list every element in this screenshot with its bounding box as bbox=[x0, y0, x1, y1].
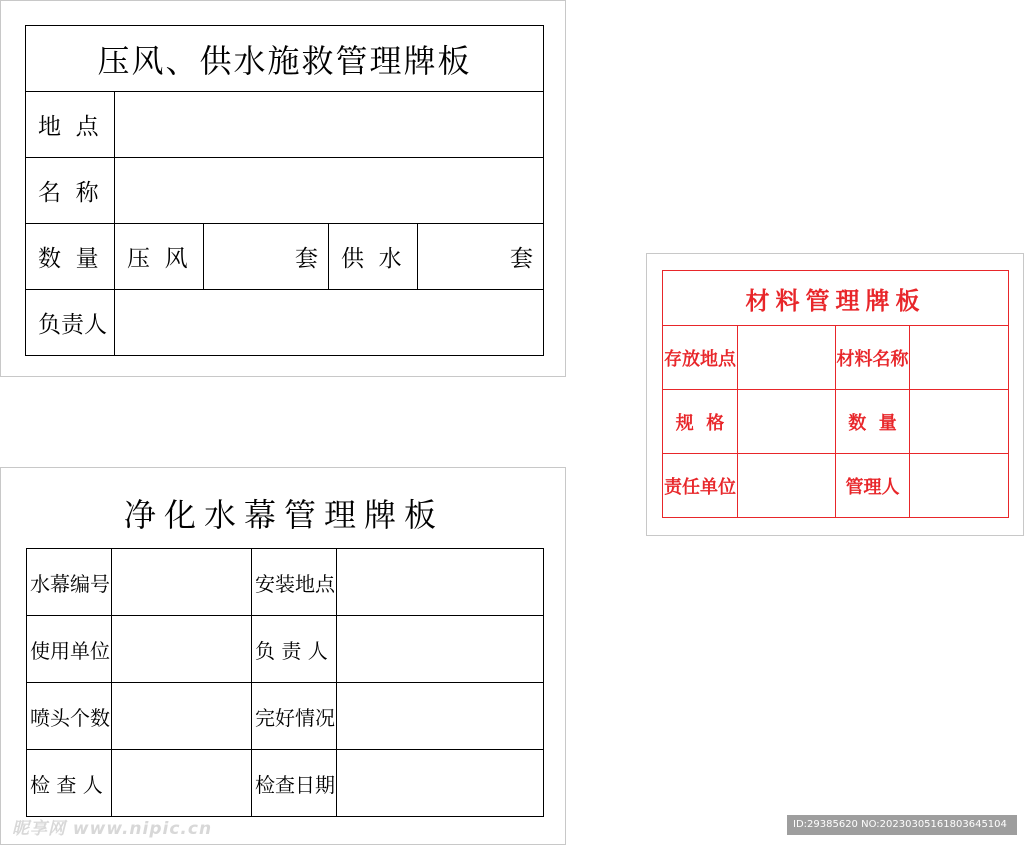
board-title: 压风、供水施救管理牌板 bbox=[26, 26, 544, 92]
material-board bbox=[646, 253, 1024, 536]
water-curtain-board bbox=[0, 467, 566, 845]
row-right-label: 数 量 bbox=[836, 390, 910, 454]
row-right-value bbox=[337, 683, 544, 750]
row-right-label: 负 责 人 bbox=[252, 616, 337, 683]
row-left-value bbox=[112, 750, 252, 817]
name-label: 名 称 bbox=[26, 158, 115, 224]
row-right-value bbox=[337, 750, 544, 817]
row-right-label: 检查日期 bbox=[252, 750, 337, 817]
water-supply-unit: 套 bbox=[418, 224, 544, 290]
board-title: 净化水幕管理牌板 bbox=[123, 496, 444, 534]
air-water-rescue-table bbox=[25, 25, 544, 356]
row-right-label: 安装地点 bbox=[252, 549, 337, 616]
row-right-value bbox=[337, 616, 544, 683]
row-left-value bbox=[112, 549, 252, 616]
air-water-rescue-board bbox=[0, 0, 566, 377]
table-row bbox=[27, 616, 544, 683]
row-left-label: 责任单位 bbox=[663, 454, 738, 518]
quantity-label: 数 量 bbox=[26, 224, 115, 290]
responsible-label: 负责人 bbox=[26, 290, 115, 356]
location-value bbox=[115, 92, 544, 158]
row-left-label: 喷头个数 bbox=[27, 683, 112, 750]
row-left-label: 使用单位 bbox=[27, 616, 112, 683]
row-left-value bbox=[738, 390, 836, 454]
row-right-value bbox=[910, 326, 1009, 390]
image-id-bar: ID:29385620 NO:20230305161803645104 bbox=[787, 815, 1017, 835]
row-left-value bbox=[738, 326, 836, 390]
row-right-label: 材料名称 bbox=[836, 326, 910, 390]
row-left-value bbox=[112, 616, 252, 683]
responsible-value bbox=[115, 290, 544, 356]
row-left-value bbox=[738, 454, 836, 518]
row-left-value bbox=[112, 683, 252, 750]
row-left-label: 检 查 人 bbox=[27, 750, 112, 817]
table-row bbox=[27, 549, 544, 616]
compressed-air-label: 压 风 bbox=[115, 224, 204, 290]
row-right-value bbox=[337, 549, 544, 616]
board-title: 材料管理牌板 bbox=[663, 271, 1009, 326]
row-left-label: 水幕编号 bbox=[27, 549, 112, 616]
location-label: 地 点 bbox=[26, 92, 115, 158]
table-row bbox=[27, 683, 544, 750]
table-row bbox=[27, 750, 544, 817]
row-right-value bbox=[910, 390, 1009, 454]
row-right-label: 完好情况 bbox=[252, 683, 337, 750]
row-left-label: 规 格 bbox=[663, 390, 738, 454]
name-value bbox=[115, 158, 544, 224]
water-supply-label: 供 水 bbox=[329, 224, 418, 290]
table-row bbox=[663, 390, 1009, 454]
compressed-air-unit: 套 bbox=[204, 224, 329, 290]
table-row bbox=[663, 454, 1009, 518]
row-left-label: 存放地点 bbox=[663, 326, 738, 390]
water-curtain-table bbox=[26, 548, 544, 817]
material-table bbox=[662, 270, 1009, 518]
watermark: 昵享网 www.nipic.cn bbox=[12, 819, 213, 839]
row-right-label: 管理人 bbox=[836, 454, 910, 518]
row-right-value bbox=[910, 454, 1009, 518]
table-row bbox=[663, 326, 1009, 390]
